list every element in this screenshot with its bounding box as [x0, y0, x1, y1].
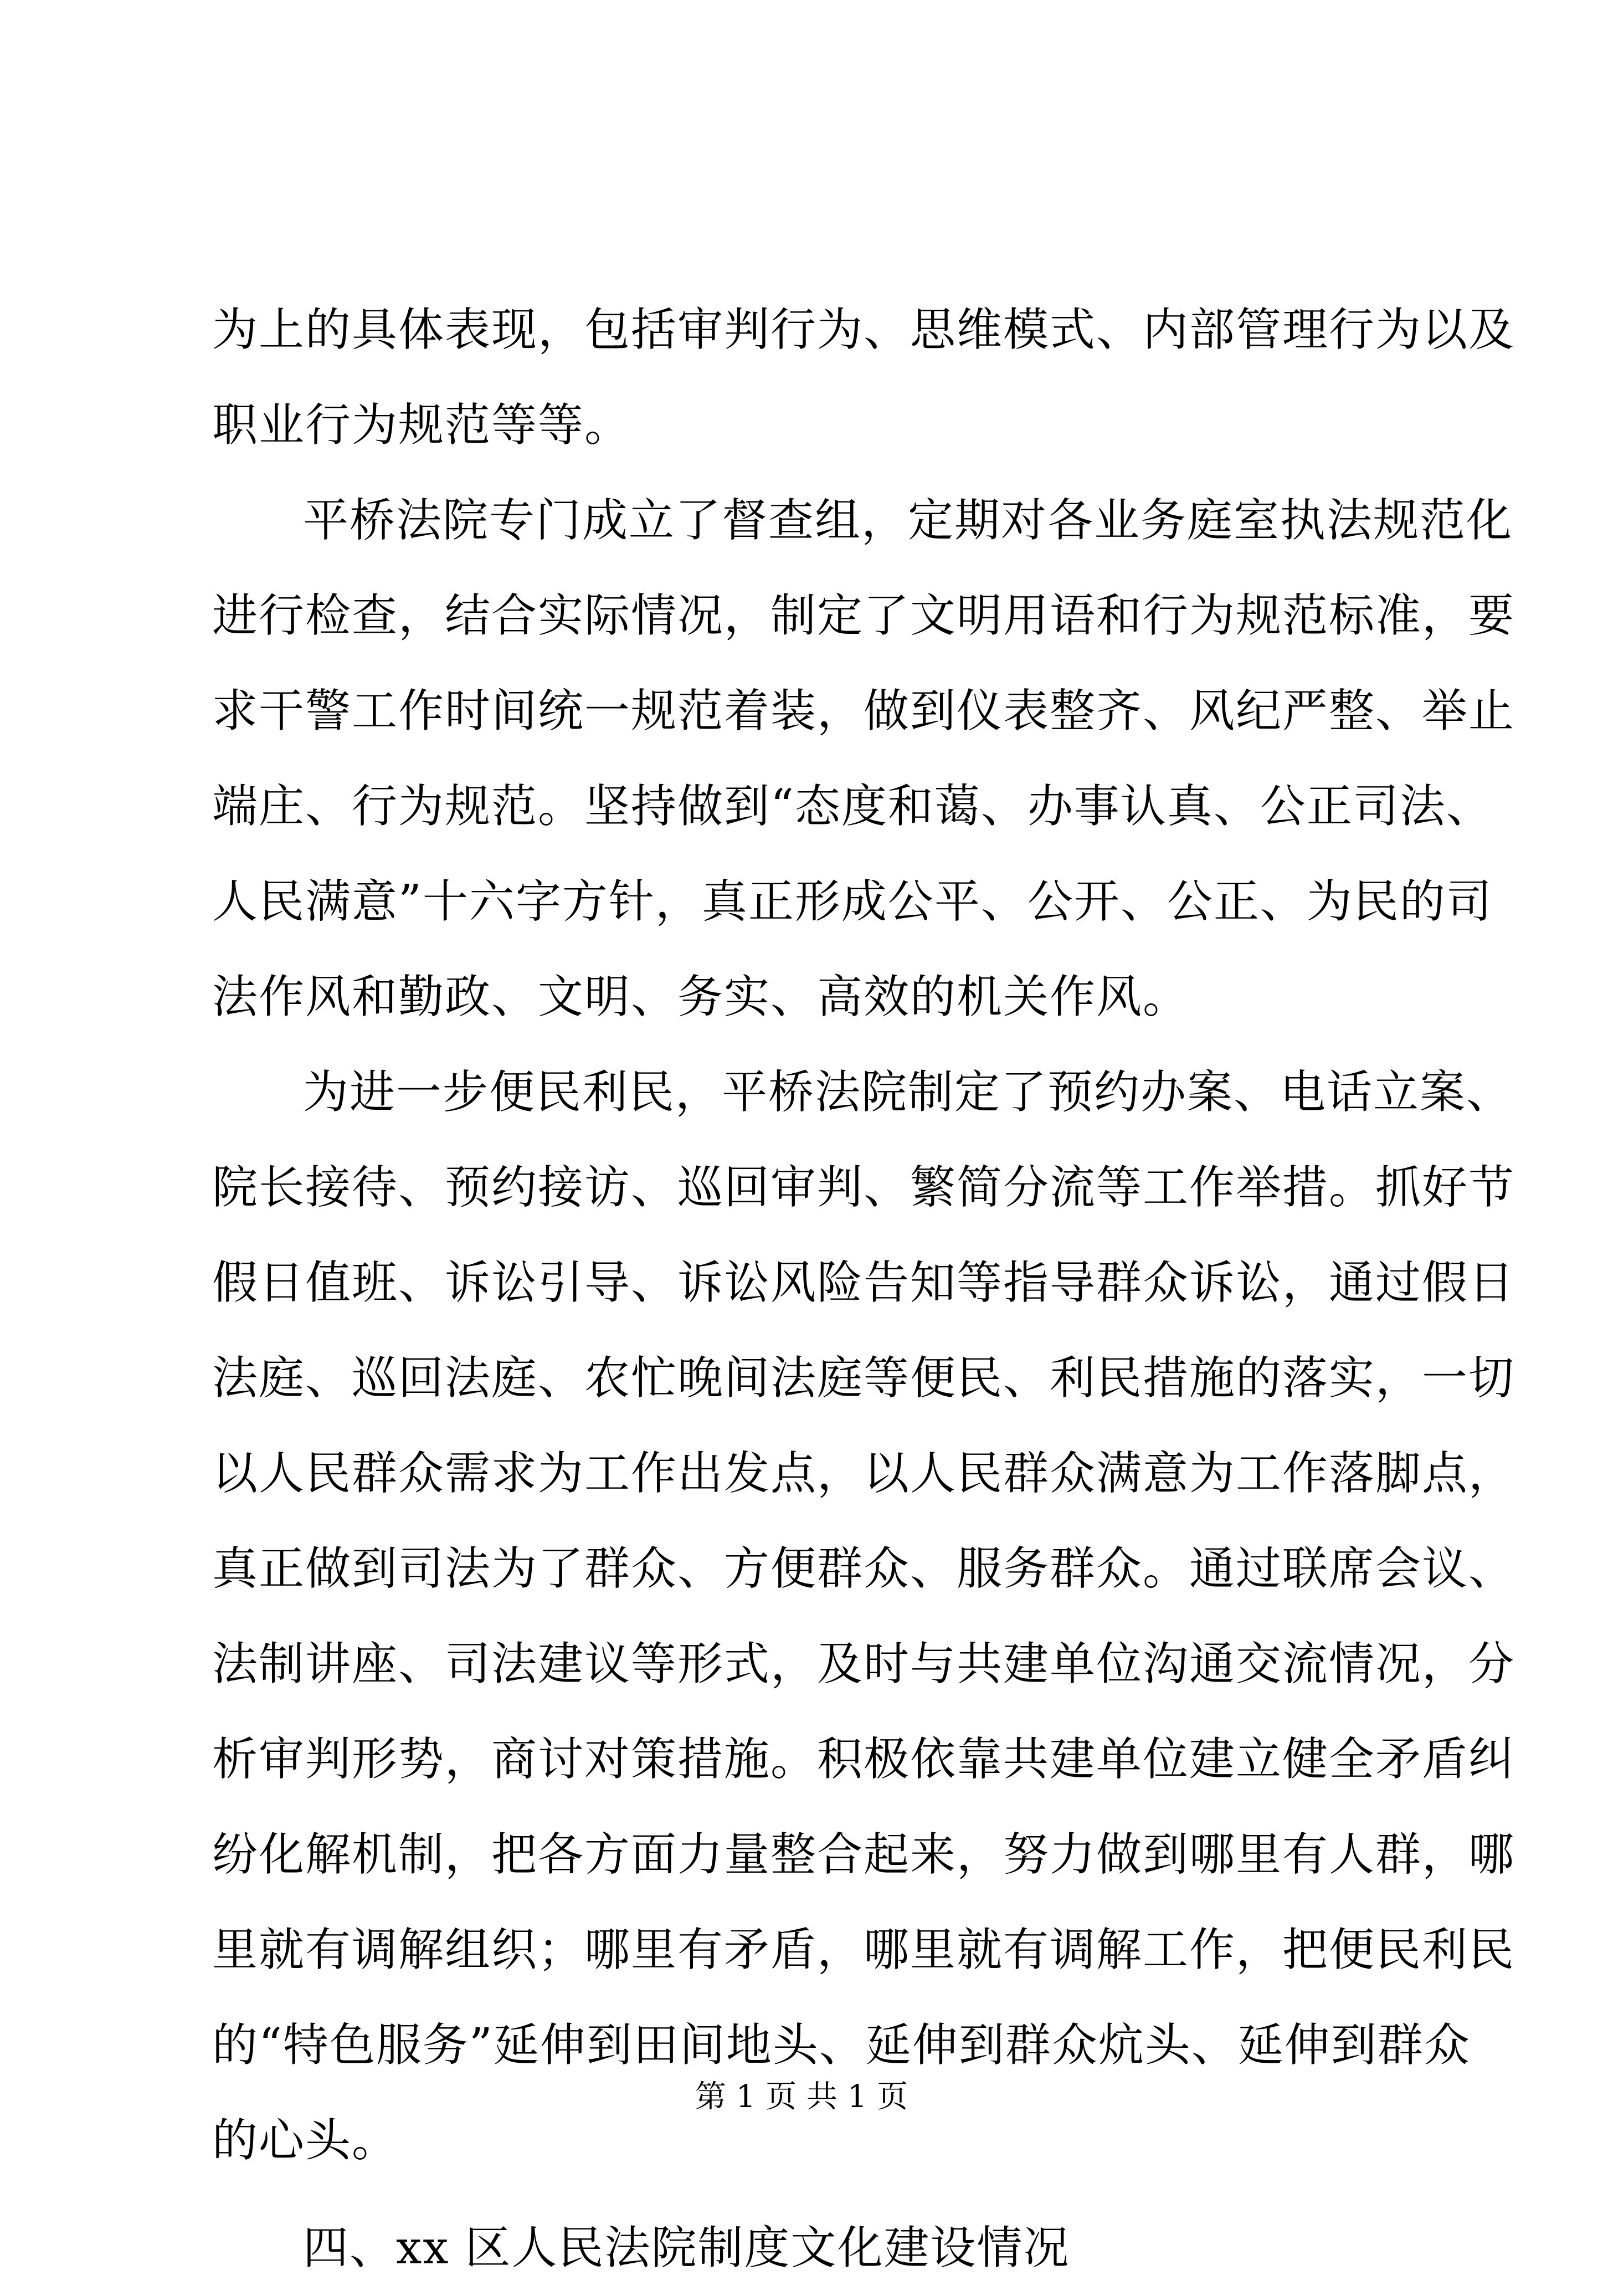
paragraph-line: 为进一步便民利民，平桥法院制定了预约办案、电话立案、 [303, 1066, 1513, 1119]
paragraph-line: 假日值班、诉讼引导、诉讼风险告知等指导群众诉讼，通过假日 [212, 1257, 1515, 1309]
paragraph-line: 的心头。 [212, 2114, 399, 2167]
section-heading: 四、xx 区人民法院制度文化建设情况 [303, 2222, 1070, 2274]
paragraph-line: 进行检查，结合实际情况，制定了文明用语和行为规范标准，要 [212, 590, 1515, 642]
document-body [212, 283, 1515, 2296]
paragraph-line: 为上的具体表现，包括审判行为、思维模式、内部管理行为以及 [212, 304, 1515, 356]
paragraph-line: 端庄、行为规范。坚持做到“态度和蔼、办事认真、公正司法、 [212, 780, 1493, 833]
paragraph-line: 求干警工作时间统一规范着装，做到仪表整齐、风纪严整、举止 [212, 685, 1515, 737]
paragraph-line: 院长接待、预约接访、巡回审判、繁简分流等工作举措。抓好节 [212, 1161, 1515, 1214]
paragraph-line: 析审判形势，商讨对策措施。积极依靠共建单位建立健全矛盾纠 [212, 1733, 1515, 1786]
paragraph-line: 里就有调解组织；哪里有矛盾，哪里就有调解工作，把便民利民 [212, 1924, 1515, 1976]
page-footer: 第 1 页 共 1 页 [695, 2079, 908, 2115]
paragraph-line: 法制讲座、司法建议等形式，及时与共建单位沟通交流情况，分 [212, 1638, 1515, 1690]
paragraph-line: 真正做到司法为了群众、方便群众、服务群众。通过联席会议、 [212, 1542, 1515, 1595]
paragraph-line: 职业行为规范等等。 [212, 399, 631, 452]
paragraph-line: 平桥法院专门成立了督查组，定期对各业务庭室执法规范化 [303, 494, 1513, 547]
paragraph-line: 以人民群众需求为工作出发点，以人民群众满意为工作落脚点， [212, 1447, 1515, 1500]
paragraph-line: 人民满意”十六字方针，真正形成公平、公开、公正、为民的司 [212, 875, 1493, 928]
paragraph-line: 的“特色服务”延伸到田间地头、延伸到群众炕头、延伸到群众 [212, 2019, 1471, 2072]
paragraph-line: 法庭、巡回法庭、农忙晚间法庭等便民、利民措施的落实，一切 [212, 1352, 1515, 1405]
paragraph-line: 法作风和勤政、文明、务实、高效的机关作风。 [212, 971, 1190, 1023]
paragraph-line: 纷化解机制，把各方面力量整合起来，努力做到哪里有人群，哪 [212, 1828, 1515, 1881]
